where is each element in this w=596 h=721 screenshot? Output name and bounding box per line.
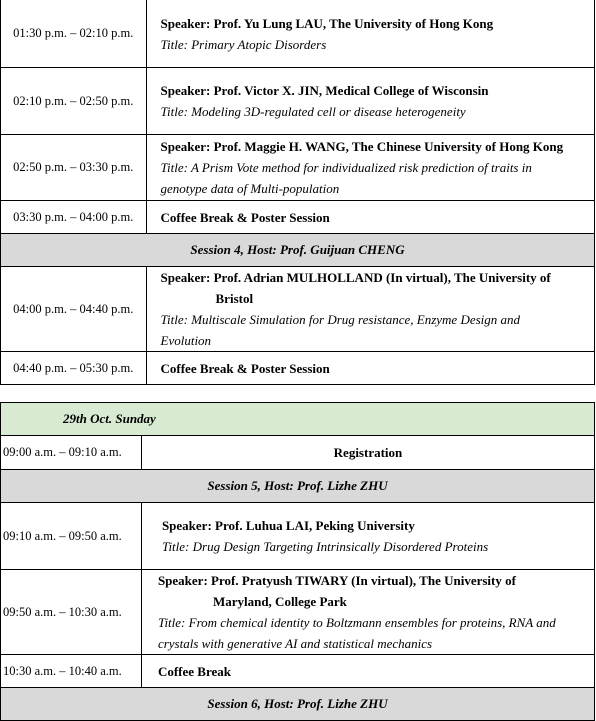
schedule-table-day2 <box>0 402 595 721</box>
time-cell: 09:00 a.m. – 09:10 a.m. <box>1 436 142 470</box>
day-header: 29th Oct. Sunday <box>1 403 595 436</box>
time-cell: 04:40 p.m. – 05:30 p.m. <box>1 352 147 385</box>
table-row <box>1 570 595 655</box>
table-row <box>1 201 595 234</box>
session-row <box>1 470 595 503</box>
talk-title-line1: Title: From chemical identity to Boltzmann ensembles for proteins, RNA and <box>157 615 556 630</box>
table-row <box>1 135 595 201</box>
time-cell: 02:10 p.m. – 02:50 p.m. <box>1 68 147 135</box>
session-row <box>1 688 595 721</box>
table-row <box>1 655 595 688</box>
talk-title: Title: Drug Design Targeting Intrinsically Disordered Proteins <box>161 539 489 554</box>
table-row <box>1 0 595 68</box>
talk-title: Title: Primary Atopic Disorders <box>160 36 327 52</box>
talk-cell <box>146 0 594 68</box>
talk-cell <box>141 570 594 655</box>
talk-title-line2: Evolution <box>160 333 212 348</box>
speaker-text: Speaker: Prof. Maggie H. WANG, The Chinese University of Hong Kong <box>160 139 564 154</box>
table-row <box>1 352 595 385</box>
speaker-text: Speaker: Prof. Yu Lung LAU, The University of Hong Kong <box>160 15 494 31</box>
time-cell: 04:00 p.m. – 04:40 p.m. <box>1 267 147 352</box>
event-cell: Coffee Break & Poster Session <box>146 352 594 385</box>
talk-cell <box>146 68 594 135</box>
talk-title-line2: crystals with generative AI and statistical mechanics <box>157 636 433 651</box>
session-row <box>1 234 595 267</box>
event-cell: Coffee Break <box>141 655 594 688</box>
table-row <box>1 68 595 135</box>
speaker-text: Speaker: Prof. Victor X. JIN, Medical College of Wisconsin <box>160 83 489 98</box>
talk-title: Title: Modeling 3D-regulated cell or disease heterogeneity <box>160 104 466 119</box>
talk-cell <box>146 135 594 201</box>
time-cell: 02:50 p.m. – 03:30 p.m. <box>1 135 147 201</box>
talk-cell <box>146 267 594 352</box>
event-cell: Registration <box>141 436 594 470</box>
talk-cell <box>141 503 594 570</box>
time-cell: 10:30 a.m. – 10:40 a.m. <box>1 655 142 688</box>
speaker-text: Speaker: Prof. Luhua LAI, Peking University <box>161 518 415 533</box>
session-header: Session 5, Host: Prof. Lizhe ZHU <box>1 470 595 503</box>
time-cell: 09:10 a.m. – 09:50 a.m. <box>1 503 142 570</box>
time-cell: 09:50 a.m. – 10:30 a.m. <box>1 570 142 655</box>
day-row <box>1 403 595 436</box>
speaker-text-line2: Maryland, College Park <box>212 594 347 609</box>
table-row <box>1 503 595 570</box>
event-cell: Coffee Break & Poster Session <box>146 201 594 234</box>
session-header: Session 6, Host: Prof. Lizhe ZHU <box>1 688 595 721</box>
time-cell: 03:30 p.m. – 04:00 p.m. <box>1 201 147 234</box>
talk-title-line1: Title: Multiscale Simulation for Drug resistance, Enzyme Design and <box>160 312 521 327</box>
table-row <box>1 267 595 352</box>
talk-title-line2: genotype data of Multi-population <box>160 181 340 196</box>
talk-title-line1: Title: A Prism Vote method for individualized risk prediction of traits in <box>160 160 532 175</box>
speaker-text-line2: Bristol <box>215 291 254 306</box>
speaker-text-line1: Speaker: Prof. Adrian MULHOLLAND (In virtual), The University of <box>160 270 551 285</box>
session-header: Session 4, Host: Prof. Guijuan CHENG <box>1 234 595 267</box>
table-row <box>1 436 595 470</box>
time-cell: 01:30 p.m. – 02:10 p.m. <box>1 0 147 68</box>
speaker-text-line1: Speaker: Prof. Pratyush TIWARY (In virtual), The University of <box>157 573 516 588</box>
